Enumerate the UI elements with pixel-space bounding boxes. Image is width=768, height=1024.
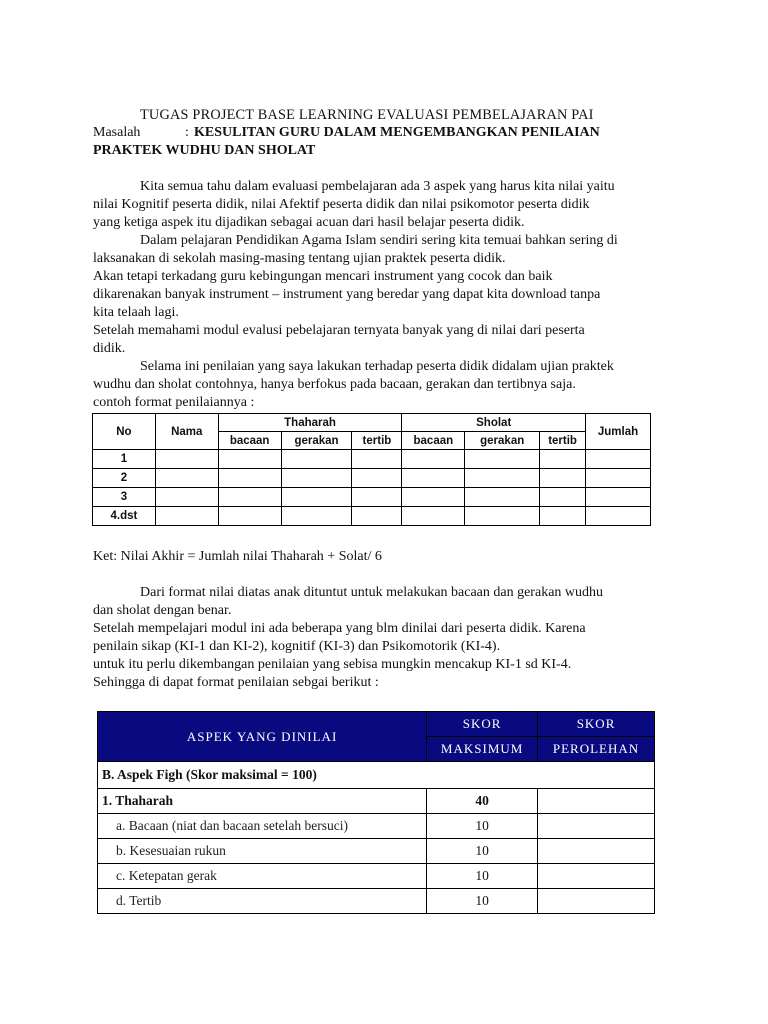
subheader-tertib: tertib: [540, 432, 586, 450]
paragraph-line: dan sholat dengan benar.: [93, 603, 232, 618]
item-label: a. Bacaan (niat dan bacaan setelah bersuci): [98, 814, 427, 839]
row-number: 1: [93, 450, 156, 469]
subheader-gerakan: gerakan: [281, 432, 352, 450]
item-score: 10: [427, 889, 538, 914]
table-row: [93, 488, 651, 507]
table-row: [98, 839, 655, 864]
paragraph-line: yang ketiga aspek itu dijadikan sebagai acuan dari hasil belajar peserta didik.: [93, 215, 525, 230]
paragraph-line: Selama ini penilaian yang saya lakukan terhadap peserta didik didalam ujian praktek: [140, 359, 614, 374]
table-row: [93, 450, 651, 469]
header-skor-max-top: SKOR: [427, 712, 538, 737]
table-row: [98, 864, 655, 889]
paragraph-line: wudhu dan sholat contohnya, hanya berfokus pada bacaan, gerakan dan tertibnya saja.: [93, 377, 576, 392]
header-skor-perolehan-top: SKOR: [538, 712, 655, 737]
item-label: c. Ketepatan gerak: [98, 864, 427, 889]
item-label: b. Kesesuaian rukun: [98, 839, 427, 864]
paragraph-line: laksanakan di sekolah masing-masing tentang ujian praktek peserta didik.: [93, 251, 506, 266]
item-score: 10: [427, 864, 538, 889]
item-score: 10: [427, 839, 538, 864]
header-sholat: Sholat: [402, 414, 586, 432]
subheader-bacaan: bacaan: [402, 432, 465, 450]
masalah-label: Masalah: [93, 125, 141, 140]
paragraph-line: Kita semua tahu dalam evaluasi pembelajaran ada 3 aspek yang harus kita nilai yaitu: [140, 179, 615, 194]
masalah-text-2: PRAKTEK WUDHU DAN SHOLAT: [93, 143, 316, 158]
paragraph-line: Dalam pelajaran Pendidikan Agama Islam sendiri sering kita temuai bahkan sering di: [140, 233, 618, 248]
masalah-colon: :: [185, 125, 189, 140]
header-jumlah: Jumlah: [586, 414, 651, 450]
header-aspek: ASPEK YANG DINILAI: [98, 712, 427, 762]
row-number: 4.dst: [93, 507, 156, 526]
paragraph-line: penilain sikap (KI-1 dan KI-2), kognitif (KI-3) dan Psikomotorik (KI-4).: [93, 639, 501, 654]
paragraph-line: nilai Kognitif peserta didik, nilai Afektif peserta didik dan nilai psikomotor peserta didik: [93, 197, 590, 212]
table-row: [98, 814, 655, 839]
table-row: [93, 507, 651, 526]
table-row: [98, 889, 655, 914]
paragraph-line: contoh format penilaiannya :: [93, 395, 255, 410]
paragraph-line: dikarenakan banyak instrument – instrument yang beredar yang dapat kita download tanpa: [93, 287, 601, 302]
paragraph-line: didik.: [93, 341, 126, 356]
paragraph-line: Dari format nilai diatas anak dituntut untuk melakukan bacaan dan gerakan wudhu: [140, 585, 604, 600]
header-no: No: [93, 414, 156, 450]
header-skor-perolehan-bottom: PEROLEHAN: [538, 737, 655, 762]
masalah-text-1: KESULITAN GURU DALAM MENGEMBANGKAN PENILAIAN: [194, 125, 600, 140]
row-number: 2: [93, 469, 156, 488]
ket-formula: Ket: Nilai Akhir = Jumlah nilai Thaharah + Solat/ 6: [93, 549, 382, 564]
item-score: 10: [427, 814, 538, 839]
paragraph-line: Sehingga di dapat format penilaian sebgai berikut :: [93, 675, 379, 690]
header-thaharah: Thaharah: [218, 414, 402, 432]
header-nama: Nama: [155, 414, 218, 450]
group-score: 40: [427, 789, 538, 814]
document-title: TUGAS PROJECT BASE LEARNING EVALUASI PEMBELAJARAN PAI: [140, 107, 594, 123]
paragraph-line: Setelah mempelajari modul ini ada beberapa yang blm dinilai dari peserta didik. Karena: [93, 621, 586, 636]
subheader-gerakan: gerakan: [465, 432, 540, 450]
table-row: [93, 469, 651, 488]
paragraph-line: untuk itu perlu dikembangan penilaian yang sebisa mungkin mencakup KI-1 sd KI-4.: [93, 657, 572, 672]
header-skor-max-bottom: MAKSIMUM: [427, 737, 538, 762]
section-title: B. Aspek Figh (Skor maksimal = 100): [98, 762, 655, 789]
paragraph-line: kita telaah lagi.: [93, 305, 179, 320]
format-table-new: [97, 711, 655, 914]
subheader-bacaan: bacaan: [218, 432, 281, 450]
paragraph-line: Setelah memahami modul evalusi pebelajaran ternyata banyak yang di nilai dari peserta: [93, 323, 585, 338]
group-label: 1. Thaharah: [98, 789, 427, 814]
table-row: [98, 789, 655, 814]
format-table-old: [92, 413, 651, 526]
row-number: 3: [93, 488, 156, 507]
item-label: d. Tertib: [98, 889, 427, 914]
paragraph-line: Akan tetapi terkadang guru kebingungan mencari instrument yang cocok dan baik: [93, 269, 553, 284]
subheader-tertib: tertib: [352, 432, 402, 450]
